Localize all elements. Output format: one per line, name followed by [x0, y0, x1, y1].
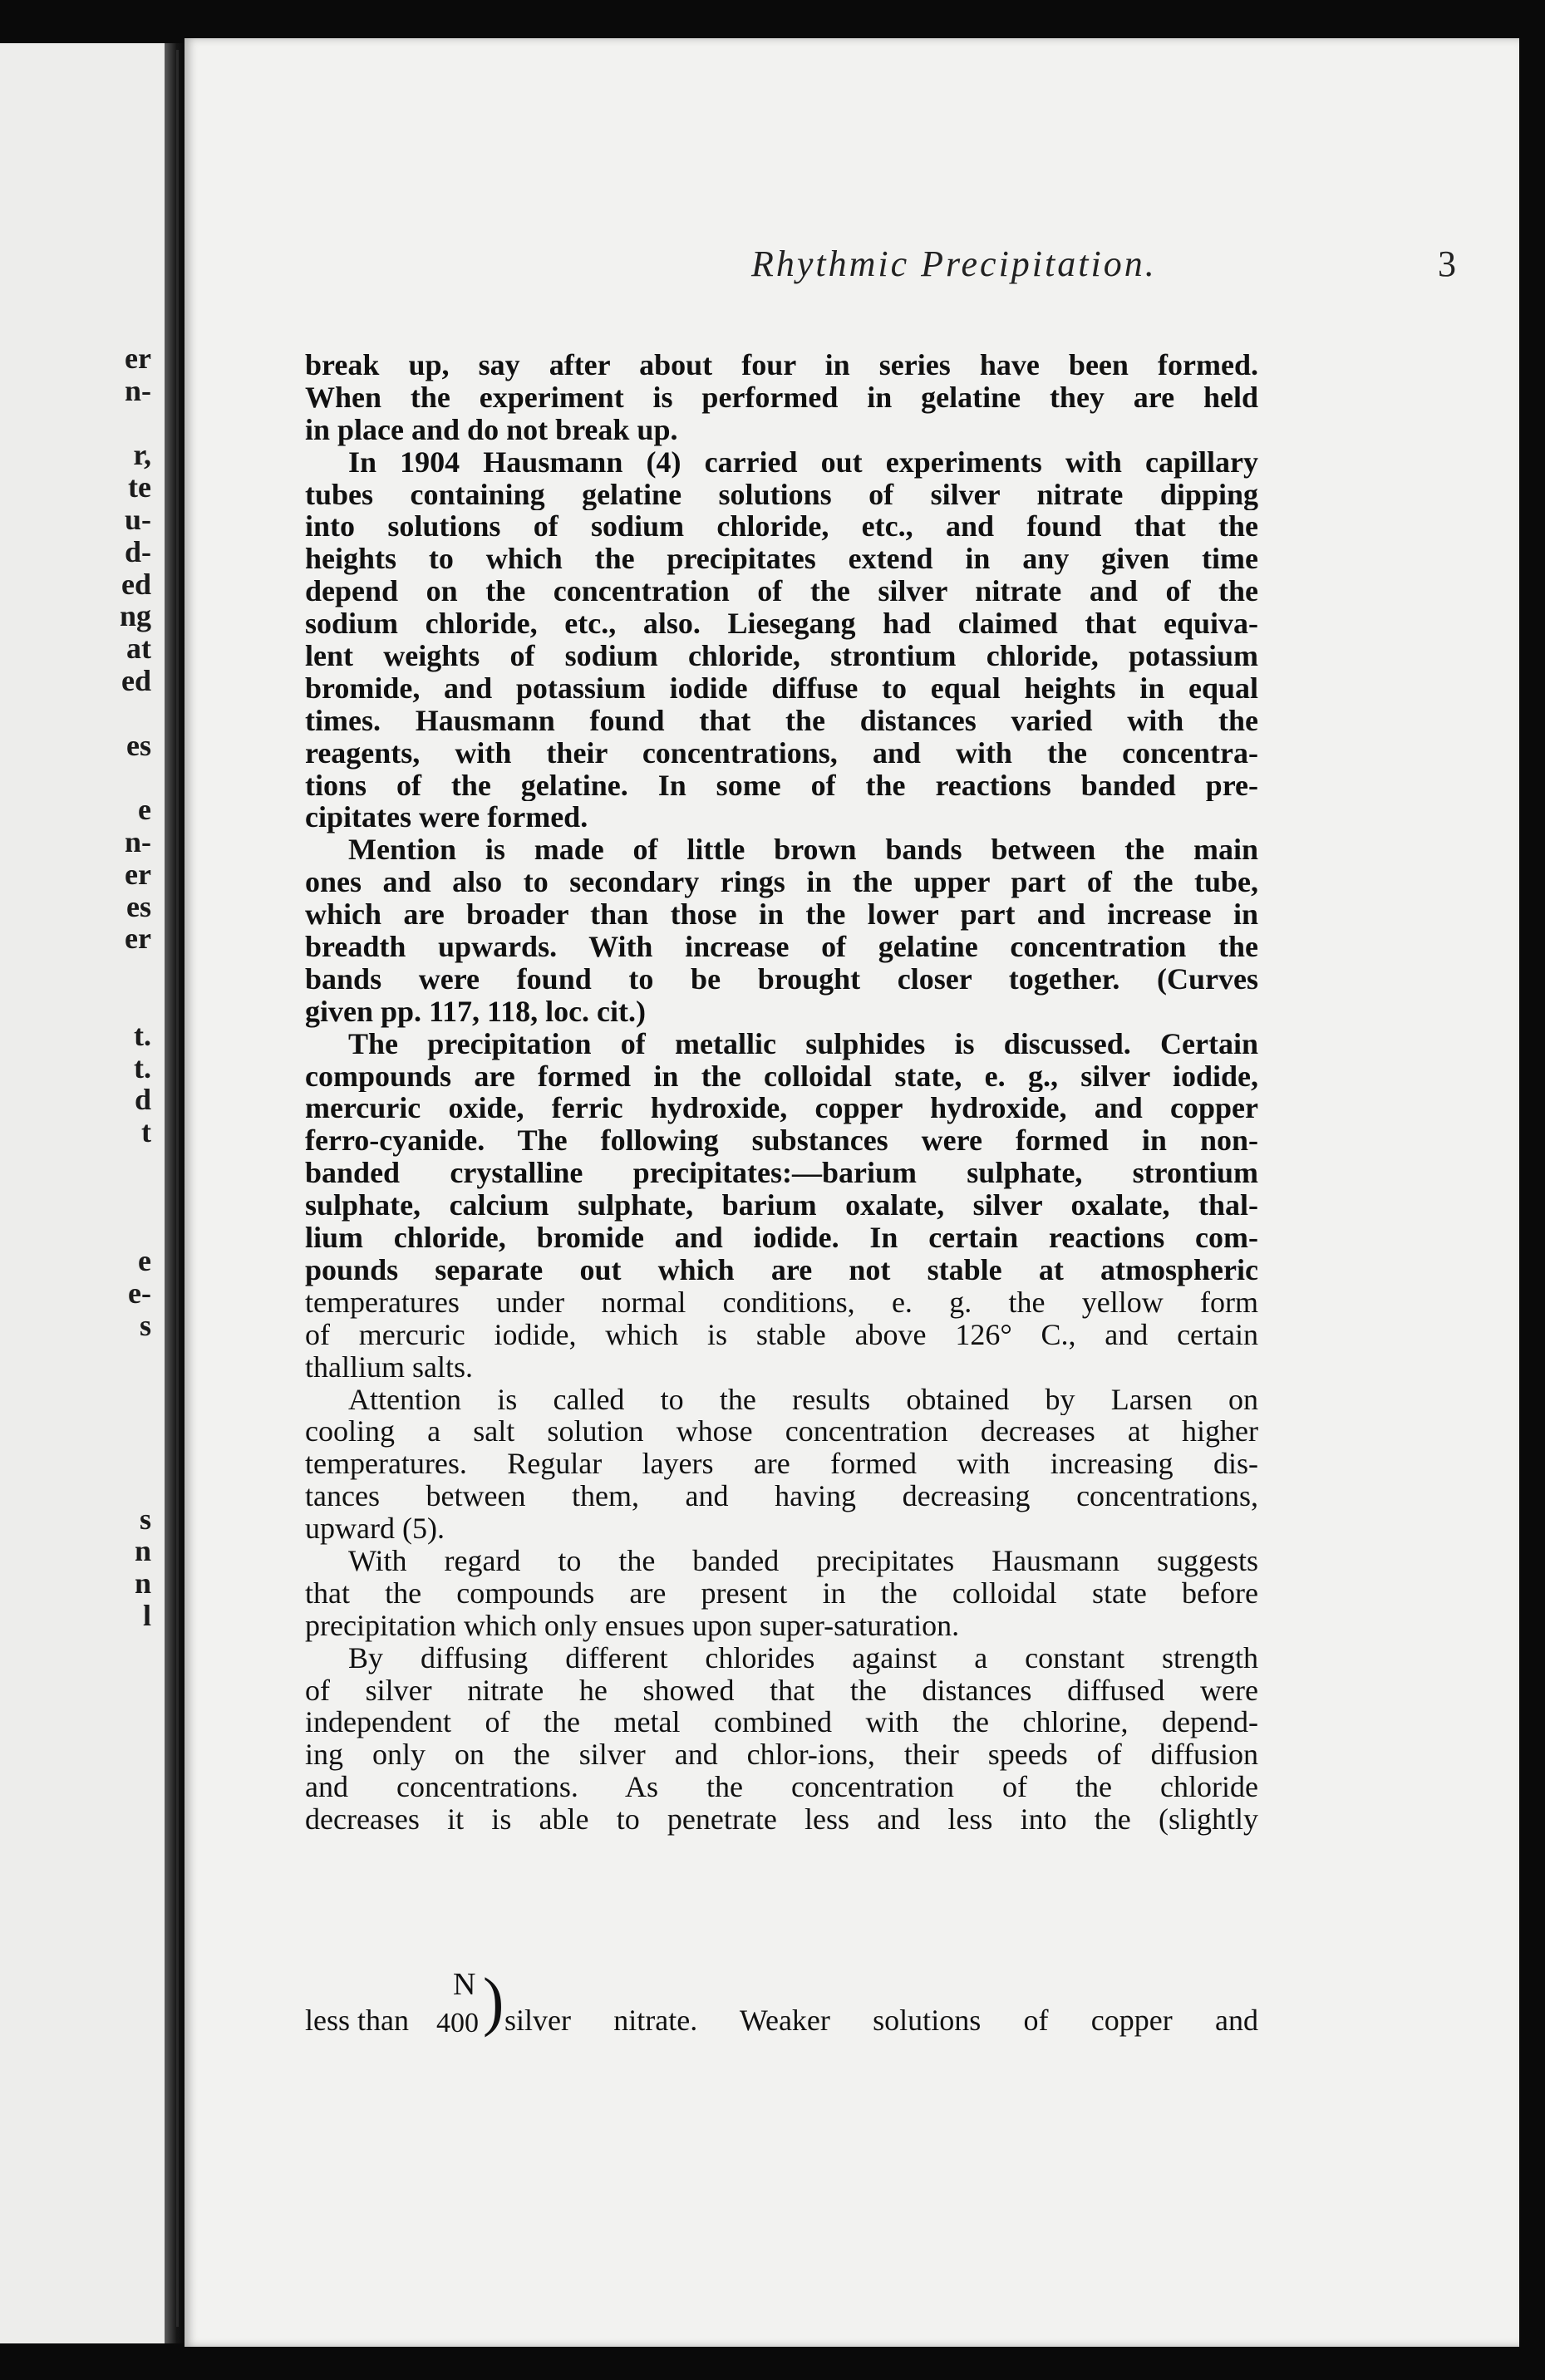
text-line: thallium salts. — [305, 1350, 473, 1384]
facing-page-fragment — [0, 1213, 160, 1246]
text-line: in place and do not break up. — [305, 413, 678, 446]
facing-page-fragment: n — [134, 1534, 151, 1568]
text-line: With regard to the banded precipitates Hausmann suggests — [348, 1544, 1258, 1577]
text-line: cooling a salt solution whose concentration decreases at higher — [305, 1415, 1258, 1448]
facing-page-fragment: er — [125, 342, 151, 375]
fraction-prefix: less than — [305, 2004, 409, 2037]
facing-page-fragment — [0, 955, 160, 987]
facing-page-fragment — [0, 1826, 160, 1858]
facing-page-fragment: n- — [124, 824, 151, 858]
facing-page-fragment — [0, 1181, 160, 1213]
facing-page-fragment — [0, 1890, 160, 1922]
facing-page-fragment — [0, 1793, 160, 1826]
facing-page-fragment — [0, 1148, 160, 1181]
text-line: precipitation which only ensues upon super-saturation. — [305, 1609, 960, 1642]
facing-page-fragment: er — [125, 857, 151, 891]
facing-page-fragment: ed — [121, 567, 151, 601]
text-line: sodium chloride, etc., also. Liesegang had claimed that equiva- — [305, 607, 1258, 641]
text-line: upward (5). — [305, 1512, 445, 1545]
text-line: lium chloride, bromide and iodide. In certain reactions com- — [305, 1222, 1258, 1254]
facing-page-fragment — [0, 1857, 160, 1890]
fraction-paren: ) — [483, 1964, 504, 2038]
text-line: reagents, with their concentrations, and with the concentra- — [305, 736, 1258, 770]
facing-page-fragment: er — [125, 922, 151, 956]
text-line: independent of the metal combined with the chlorine, depend- — [305, 1706, 1258, 1739]
facing-page-fragment — [0, 697, 160, 730]
text-line: The precipitation of metallic sulphides is discussed. Certain — [348, 1027, 1258, 1060]
facing-page — [0, 43, 165, 2343]
fraction-line — [305, 1966, 1258, 2041]
text-line: heights to which the precipitates extend in any given time — [305, 543, 1258, 576]
facing-page-fragment: e- — [128, 1276, 151, 1310]
facing-page-fragment: e — [138, 1244, 151, 1278]
text-line: and concentrations. As the concentration of the chloride — [305, 1771, 1258, 1804]
facing-page-fragment — [0, 761, 160, 794]
facing-page-fragment: n — [134, 1566, 151, 1601]
text-line: When the experiment is performed in gelatine they are held — [305, 381, 1258, 414]
text-line: break up, say after about four in series have been formed. — [305, 349, 1258, 381]
fraction-numerator: N — [453, 1967, 476, 2002]
facing-page-fragment — [0, 1406, 160, 1438]
fraction-denominator: 400 — [436, 2008, 479, 2038]
text-line: times. Hausmann found that the distances varied with the — [305, 704, 1258, 737]
body-text — [305, 349, 1258, 1836]
text-line: Mention is made of little brown bands between the main — [348, 833, 1258, 867]
running-head-title: Rhythmic Precipitation. — [751, 243, 1157, 284]
facing-page-fragment: es — [126, 728, 151, 762]
text-line: depend on the concentration of the silver nitrate and of the — [305, 575, 1258, 608]
text-line: temperatures under normal conditions, e. g. the yellow form — [305, 1286, 1258, 1319]
text-line: lent weights of sodium chloride, strontium chloride, potassium — [305, 640, 1258, 672]
text-line: ferro-cyanide. The following substances were formed in non- — [305, 1124, 1258, 1158]
facing-page-fragment — [0, 987, 160, 1020]
text-line: cipitates were formed. — [305, 801, 588, 834]
text-line: compounds are formed in the colloidal state, e. g., silver iodide, — [305, 1060, 1258, 1093]
facing-page-fragment — [0, 1438, 160, 1471]
facing-page-fragment: d- — [124, 534, 151, 568]
text-line: In 1904 Hausmann (4) carried out experiments with capillary — [348, 445, 1258, 479]
facing-page-fragment — [0, 1374, 160, 1407]
facing-page-fragment — [0, 1761, 160, 1793]
page-number: 3 — [1438, 243, 1456, 284]
facing-page-fragment: ed — [121, 663, 151, 697]
text-line: bands were found to be brought closer together. (Curves — [305, 962, 1258, 996]
facing-page-fragment: es — [126, 889, 151, 923]
facing-page-fragment: t. — [134, 1050, 151, 1084]
gutter-line — [176, 50, 179, 2327]
facing-page-fragment: d — [134, 1083, 151, 1117]
book-gutter-shadow — [165, 43, 185, 2343]
text-line: into solutions of sodium chloride, etc., and found that the — [305, 510, 1258, 543]
text-line: sulphate, calcium sulphate, barium oxalate, silver oxalate, thal- — [305, 1189, 1258, 1222]
text-line: of silver nitrate he showed that the distances diffused were — [305, 1674, 1258, 1707]
text-line: tances between them, and having decreasing concentrations, — [305, 1480, 1258, 1513]
facing-page-fragment: at — [126, 632, 151, 666]
facing-page-fragment: s — [139, 1502, 151, 1536]
facing-page-fragment: e — [138, 793, 151, 827]
text-line: ones and also to secondary rings in the upper part of the tube, — [305, 866, 1258, 899]
facing-page-fragment — [0, 407, 160, 440]
facing-page-text-fragments — [0, 342, 160, 1922]
text-line: By diffusing different chlorides against a constant strength — [348, 1641, 1258, 1674]
text-line: ing only on the silver and chlor-ions, their speeds of diffusion — [305, 1738, 1258, 1772]
facing-page-fragment: s — [139, 1308, 151, 1342]
text-line: temperatures. Regular layers are formed with increasing dis- — [305, 1448, 1258, 1481]
book-page — [185, 38, 1519, 2347]
facing-page-fragment — [0, 1632, 160, 1665]
facing-page-fragment — [0, 1665, 160, 1697]
facing-page-fragment: r, — [133, 438, 151, 472]
facing-page-fragment: t. — [134, 1018, 151, 1052]
text-line: mercuric oxide, ferric hydroxide, copper hydroxide, and copper — [305, 1092, 1258, 1125]
facing-page-fragment: te — [128, 470, 151, 504]
facing-page-fragment: l — [142, 1599, 151, 1633]
text-line: of mercuric iodide, which is stable above 126° C., and certain — [305, 1318, 1258, 1351]
text-line: tions of the gelatine. In some of the reactions banded pre- — [305, 769, 1258, 802]
facing-page-fragment: t — [141, 1115, 151, 1149]
text-line: pounds separate out which are not stable at atmospheric — [305, 1253, 1258, 1286]
text-line: tubes containing gelatine solutions of silver nitrate dipping — [305, 478, 1258, 511]
facing-page-fragment — [0, 1342, 160, 1374]
text-line: Attention is called to the results obtained by Larsen on — [348, 1383, 1258, 1416]
running-head — [558, 243, 1489, 289]
text-line: bromide, and potassium iodide diffuse to equal heights in equal — [305, 671, 1258, 705]
text-line: breadth upwards. With increase of gelatine concentration the — [305, 931, 1258, 963]
facing-page-fragment: n- — [124, 373, 151, 407]
fraction-suffix: silver nitrate. Weaker solutions of copper and — [504, 2004, 1258, 2037]
facing-page-fragment — [0, 1728, 160, 1761]
facing-page-fragment: ng — [119, 599, 151, 633]
facing-page-fragment: u- — [124, 502, 151, 536]
text-line: which are broader than those in the lower part and increase in — [305, 898, 1258, 932]
facing-page-fragment — [0, 1696, 160, 1728]
text-line: decreases it is able to penetrate less and less into the (slightly — [305, 1803, 1258, 1836]
text-line: given pp. 117, 118, loc. cit.) — [305, 995, 647, 1028]
text-line: that the compounds are present in the colloidal state before — [305, 1576, 1258, 1610]
text-line: banded crystalline precipitates:—barium sulphate, strontium — [305, 1157, 1258, 1190]
facing-page-fragment — [0, 1471, 160, 1503]
